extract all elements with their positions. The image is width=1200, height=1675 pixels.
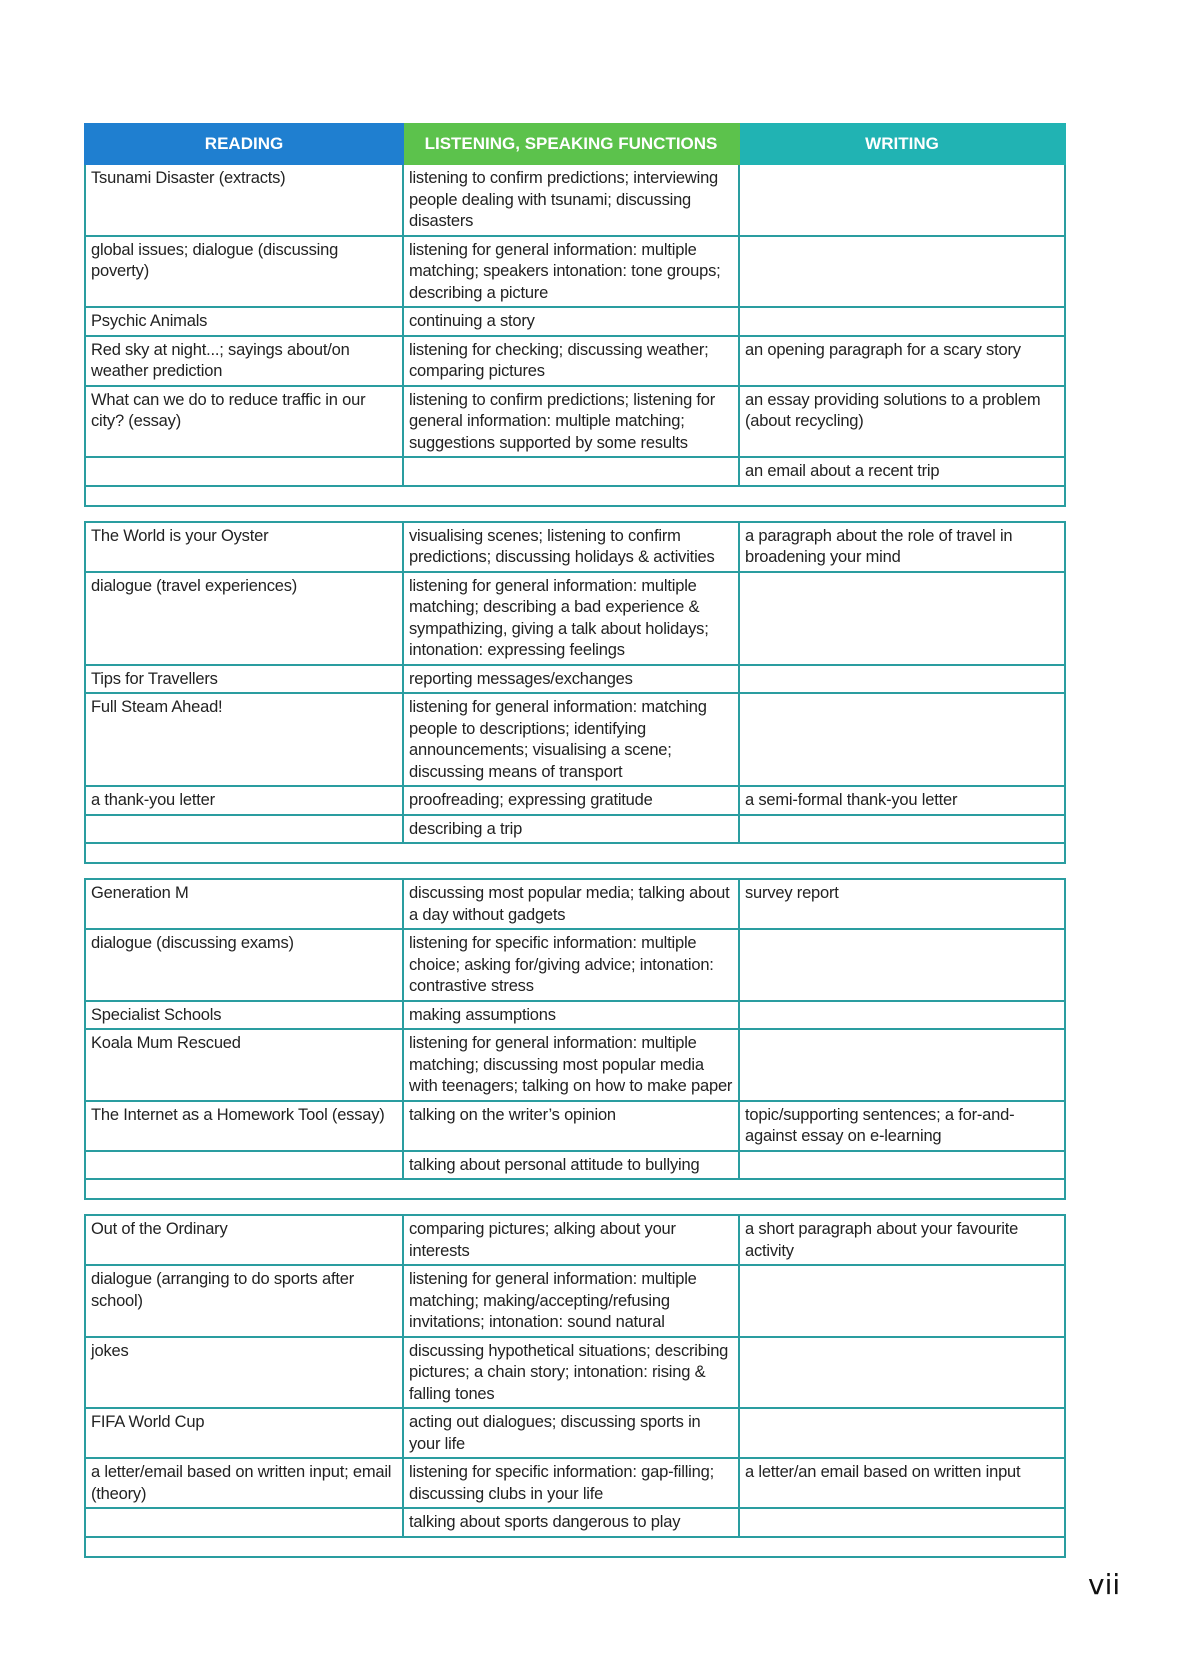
reading-cell: Out of the Ordinary: [85, 1215, 403, 1265]
writing-cell: a paragraph about the role of travel in broadening your mind: [739, 522, 1065, 572]
table-row: [85, 1215, 1065, 1265]
reading-cell: Koala Mum Rescued: [85, 1029, 403, 1101]
listening-cell: describing a trip: [403, 815, 739, 844]
reading-cell: The Internet as a Homework Tool (essay): [85, 1101, 403, 1151]
table-row: [85, 786, 1065, 815]
reading-cell: global issues; dialogue (discussing poverty): [85, 236, 403, 308]
reading-cell: Psychic Animals: [85, 307, 403, 336]
writing-cell: [739, 665, 1065, 694]
listening-cell: listening for general information: multiple matching; discussing most popular media with teenagers; talking on how to make paper: [403, 1029, 739, 1101]
reading-cell: Specialist Schools: [85, 1001, 403, 1030]
syllabus-table-section-1: [84, 123, 1066, 507]
syllabus-table-section-2: [84, 521, 1066, 865]
writing-cell: [739, 1001, 1065, 1030]
table-row: [85, 1408, 1065, 1458]
table-row: [85, 879, 1065, 929]
listening-cell: discussing most popular media; talking about a day without gadgets: [403, 879, 739, 929]
syllabus-table-section-3: [84, 878, 1066, 1200]
section-gap: [84, 1200, 1064, 1214]
listening-cell: [403, 457, 739, 486]
table-row: [85, 1001, 1065, 1030]
table-row: [85, 815, 1065, 844]
table-row: [85, 1265, 1065, 1337]
listening-cell: comparing pictures; alking about your interests: [403, 1215, 739, 1265]
reading-cell: a thank-you letter: [85, 786, 403, 815]
listening-cell: listening to confirm predictions; listening for general information: multiple matching; suggestions supported by some results: [403, 386, 739, 458]
reading-cell: Tsunami Disaster (extracts): [85, 164, 403, 236]
listening-cell: visualising scenes; listening to confirm predictions; discussing holidays & activities: [403, 522, 739, 572]
table-row: [85, 457, 1065, 486]
reading-cell: a letter/email based on written input; email (theory): [85, 1458, 403, 1508]
table-row: [85, 1029, 1065, 1101]
writing-cell: [739, 1265, 1065, 1337]
writing-cell: an opening paragraph for a scary story: [739, 336, 1065, 386]
reading-cell: [85, 1508, 403, 1537]
listening-cell: reporting messages/exchanges: [403, 665, 739, 694]
writing-cell: [739, 693, 1065, 786]
writing-cell: a short paragraph about your favourite activity: [739, 1215, 1065, 1265]
table-row: [85, 1151, 1065, 1180]
listening-cell: acting out dialogues; discussing sports in your life: [403, 1408, 739, 1458]
table-row: [85, 336, 1065, 386]
section-spacer-row: [85, 843, 1065, 863]
writing-cell: an email about a recent trip: [739, 457, 1065, 486]
reading-cell: [85, 457, 403, 486]
section-gap: [84, 507, 1064, 521]
syllabus-table-section-4: [84, 1214, 1066, 1558]
section-spacer-row: [85, 1537, 1065, 1557]
reading-cell: FIFA World Cup: [85, 1408, 403, 1458]
writing-cell: [739, 1029, 1065, 1101]
section-spacer-row: [85, 1179, 1065, 1199]
reading-cell: [85, 815, 403, 844]
table-row: [85, 522, 1065, 572]
reading-cell: What can we do to reduce traffic in our city? (essay): [85, 386, 403, 458]
writing-cell: [739, 572, 1065, 665]
table-row: [85, 665, 1065, 694]
table-header-row: [85, 124, 1065, 164]
listening-cell: listening to confirm predictions; interviewing people dealing with tsunami; discussing disasters: [403, 164, 739, 236]
listening-cell: listening for general information: multiple matching; speakers intonation: tone groups; describing a picture: [403, 236, 739, 308]
listening-cell: talking about personal attitude to bullying: [403, 1151, 739, 1180]
reading-header: READING: [85, 124, 403, 164]
listening-cell: listening for general information: multiple matching; making/accepting/refusing invitations; intonation: sound natural: [403, 1265, 739, 1337]
reading-cell: dialogue (discussing exams): [85, 929, 403, 1001]
listening-cell: continuing a story: [403, 307, 739, 336]
writing-cell: a letter/an email based on written input: [739, 1458, 1065, 1508]
page-number: vii: [1088, 1568, 1121, 1601]
spacer-cell: [85, 1179, 1065, 1199]
reading-cell: Red sky at night...; sayings about/on weather prediction: [85, 336, 403, 386]
spacer-cell: [85, 486, 1065, 506]
listening-cell: proofreading; expressing gratitude: [403, 786, 739, 815]
listening-cell: talking about sports dangerous to play: [403, 1508, 739, 1537]
section-spacer-row: [85, 486, 1065, 506]
writing-cell: an essay providing solutions to a problem (about recycling): [739, 386, 1065, 458]
table-row: [85, 1337, 1065, 1409]
writing-cell: topic/supporting sentences; a for-and-against essay on e-learning: [739, 1101, 1065, 1151]
table-row: [85, 572, 1065, 665]
listening-cell: listening for general information: matching people to descriptions; identifying announcements; visualising a scene; discussing means of transport: [403, 693, 739, 786]
writing-cell: [739, 815, 1065, 844]
listening-cell: listening for specific information: multiple choice; asking for/giving advice; intonation: contrastive stress: [403, 929, 739, 1001]
writing-cell: a semi-formal thank-you letter: [739, 786, 1065, 815]
reading-cell: jokes: [85, 1337, 403, 1409]
writing-cell: [739, 1337, 1065, 1409]
table-row: [85, 236, 1065, 308]
reading-cell: Generation M: [85, 879, 403, 929]
listening-cell: listening for general information: multiple matching; describing a bad experience & sympathizing, giving a talk about holidays; intonation: expressing feelings: [403, 572, 739, 665]
writing-cell: [739, 929, 1065, 1001]
syllabus-page: [84, 123, 1064, 1558]
writing-cell: [739, 164, 1065, 236]
table-row: [85, 164, 1065, 236]
table-row: [85, 386, 1065, 458]
writing-cell: [739, 236, 1065, 308]
writing-cell: survey report: [739, 879, 1065, 929]
section-gap: [84, 864, 1064, 878]
spacer-cell: [85, 843, 1065, 863]
listening-cell: discussing hypothetical situations; describing pictures; a chain story; intonation: rising & falling tones: [403, 1337, 739, 1409]
spacer-cell: [85, 1537, 1065, 1557]
listening-cell: talking on the writer’s opinion: [403, 1101, 739, 1151]
reading-cell: Full Steam Ahead!: [85, 693, 403, 786]
writing-cell: [739, 1408, 1065, 1458]
table-row: [85, 1101, 1065, 1151]
listening-cell: listening for specific information: gap-filling; discussing clubs in your life: [403, 1458, 739, 1508]
listening-cell: making assumptions: [403, 1001, 739, 1030]
writing-cell: [739, 1508, 1065, 1537]
writing-cell: [739, 307, 1065, 336]
table-row: [85, 1458, 1065, 1508]
reading-cell: Tips for Travellers: [85, 665, 403, 694]
reading-cell: dialogue (arranging to do sports after school): [85, 1265, 403, 1337]
table-row: [85, 929, 1065, 1001]
table-row: [85, 693, 1065, 786]
table-row: [85, 307, 1065, 336]
writing-cell: [739, 1151, 1065, 1180]
table-row: [85, 1508, 1065, 1537]
reading-cell: dialogue (travel experiences): [85, 572, 403, 665]
listening-header: LISTENING, SPEAKING FUNCTIONS: [403, 124, 739, 164]
listening-cell: listening for checking; discussing weather; comparing pictures: [403, 336, 739, 386]
reading-cell: [85, 1151, 403, 1180]
writing-header: WRITING: [739, 124, 1065, 164]
reading-cell: The World is your Oyster: [85, 522, 403, 572]
